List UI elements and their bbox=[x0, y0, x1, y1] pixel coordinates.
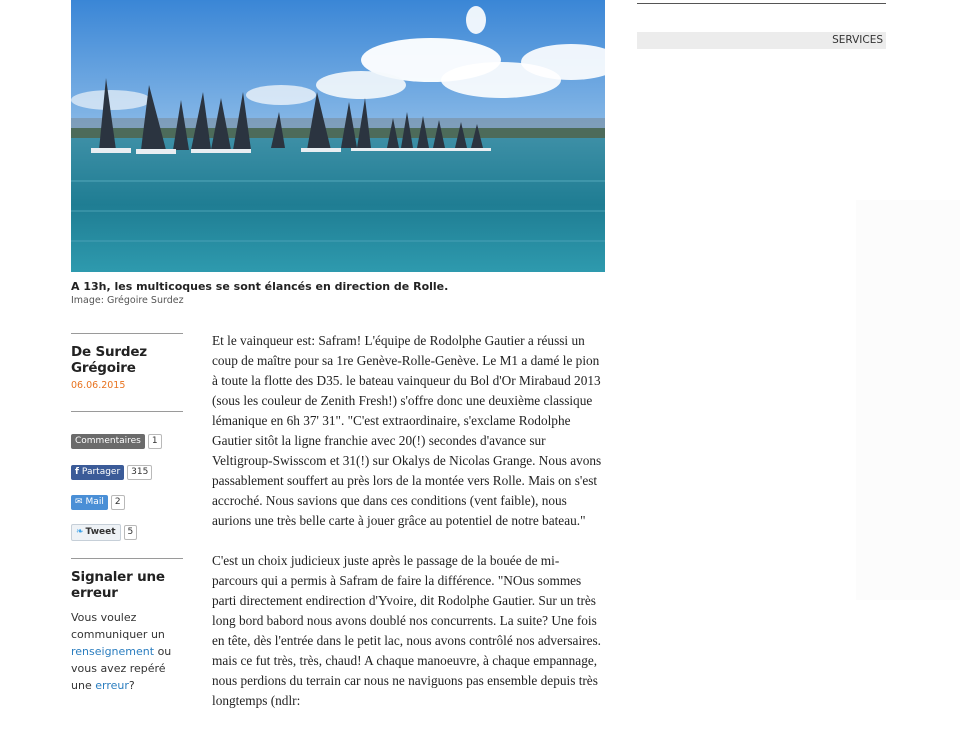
report-error-text bbox=[71, 609, 183, 694]
report-error-title: Signaler une erreur bbox=[71, 569, 165, 601]
report-text-before: Vous voulez communiquer un bbox=[71, 611, 165, 641]
divider bbox=[71, 558, 183, 559]
mail-icon: ✉ bbox=[75, 497, 83, 507]
comments-count: 1 bbox=[148, 434, 162, 449]
author-name[interactable]: De Surdez Grégoire bbox=[71, 344, 147, 376]
image-credit: Image: Grégoire Surdez bbox=[71, 295, 184, 306]
mail-label: Mail bbox=[85, 497, 104, 507]
info-link[interactable]: renseignement bbox=[71, 645, 155, 658]
comments-button[interactable]: Commentaires bbox=[71, 434, 145, 449]
mail-button[interactable] bbox=[71, 495, 108, 510]
twitter-icon: ❧ bbox=[76, 527, 84, 537]
tweet-count: 5 bbox=[124, 525, 138, 540]
divider bbox=[71, 411, 183, 412]
divider bbox=[637, 3, 886, 4]
right-column bbox=[637, 0, 886, 49]
facebook-icon: f bbox=[75, 467, 79, 477]
article-body bbox=[212, 331, 604, 731]
facebook-share-label: Partager bbox=[81, 467, 121, 477]
facebook-count: 315 bbox=[127, 465, 152, 480]
mail-share bbox=[71, 492, 125, 511]
report-error-box bbox=[71, 558, 183, 694]
services-header[interactable]: SERVICES bbox=[637, 32, 886, 49]
tweet-label: Tweet bbox=[85, 527, 116, 537]
caption-text: A 13h, les multicoques se sont élancés en direction de Rolle. bbox=[71, 280, 449, 293]
faint-ad-area bbox=[856, 200, 960, 600]
report-text-after: ? bbox=[128, 679, 135, 692]
article-paragraph-2: C'est un choix judicieux juste après le passage de la bouée de mi-parcours qui a permis à Safram de faire la différence. "NOus sommes parti directement endirection d'Yvoire, dit Rodolphe Gautier. Sur un très long bord babord nous avons doublé nos concurrents. La suite? Une fois en tête, dès l'entrée dans le petit lac, nous avons contrôlé nos adversaires. mais ce fut très, très, chaud! A chaque manoeuvre, à chaque empannage, nous perdions du terrain car nous ne naviguons pas ensemble depuis très longtemps (ndlr: bbox=[212, 553, 601, 708]
comments-share bbox=[71, 431, 162, 450]
report-text-middle: ou vous avez repéré une bbox=[71, 645, 172, 692]
tweet-share bbox=[71, 522, 137, 541]
image-caption bbox=[71, 279, 605, 308]
sailboats-photo bbox=[71, 0, 605, 272]
publish-date: 06.06.2015 bbox=[71, 380, 126, 391]
tweet-button[interactable] bbox=[71, 524, 121, 541]
article-paragraph-1: Et le vainqueur est: Safram! L'équipe de Rodolphe Gautier a réussi un coup de maître pour sa 1re Genève-Rolle-Genève. Le M1 a damé le pion à toute la flotte des D35. le bateau vainqueur du Bol d'Or Mirabaud 2013 (sous les couleur de Zenith Fresh!) s'offre donc une deuxième classique lémanique en 6h 37' 31". "C'est extraordinaire, s'exclame Rodolphe Gautier sitôt la ligne franchie avec 20(!) secondes d'avance sur Veltigroup-Swisscom et 31(!) sur Okalys de Nicolas Grange. Nous avons passablement souffert au près lors de la montée vers Rolle. Mais on s'est accroché. Nous savions que dans ces conditions (vent faible), nous aurions une très belle carte à jouer grâce au potentiel de notre bateau." bbox=[212, 333, 602, 528]
facebook-share-button[interactable] bbox=[71, 465, 124, 480]
facebook-share bbox=[71, 462, 152, 481]
divider bbox=[71, 333, 183, 334]
error-link[interactable]: erreur bbox=[95, 679, 129, 692]
mail-count: 2 bbox=[111, 495, 125, 510]
hero-image bbox=[71, 0, 605, 272]
author-box bbox=[71, 333, 183, 412]
